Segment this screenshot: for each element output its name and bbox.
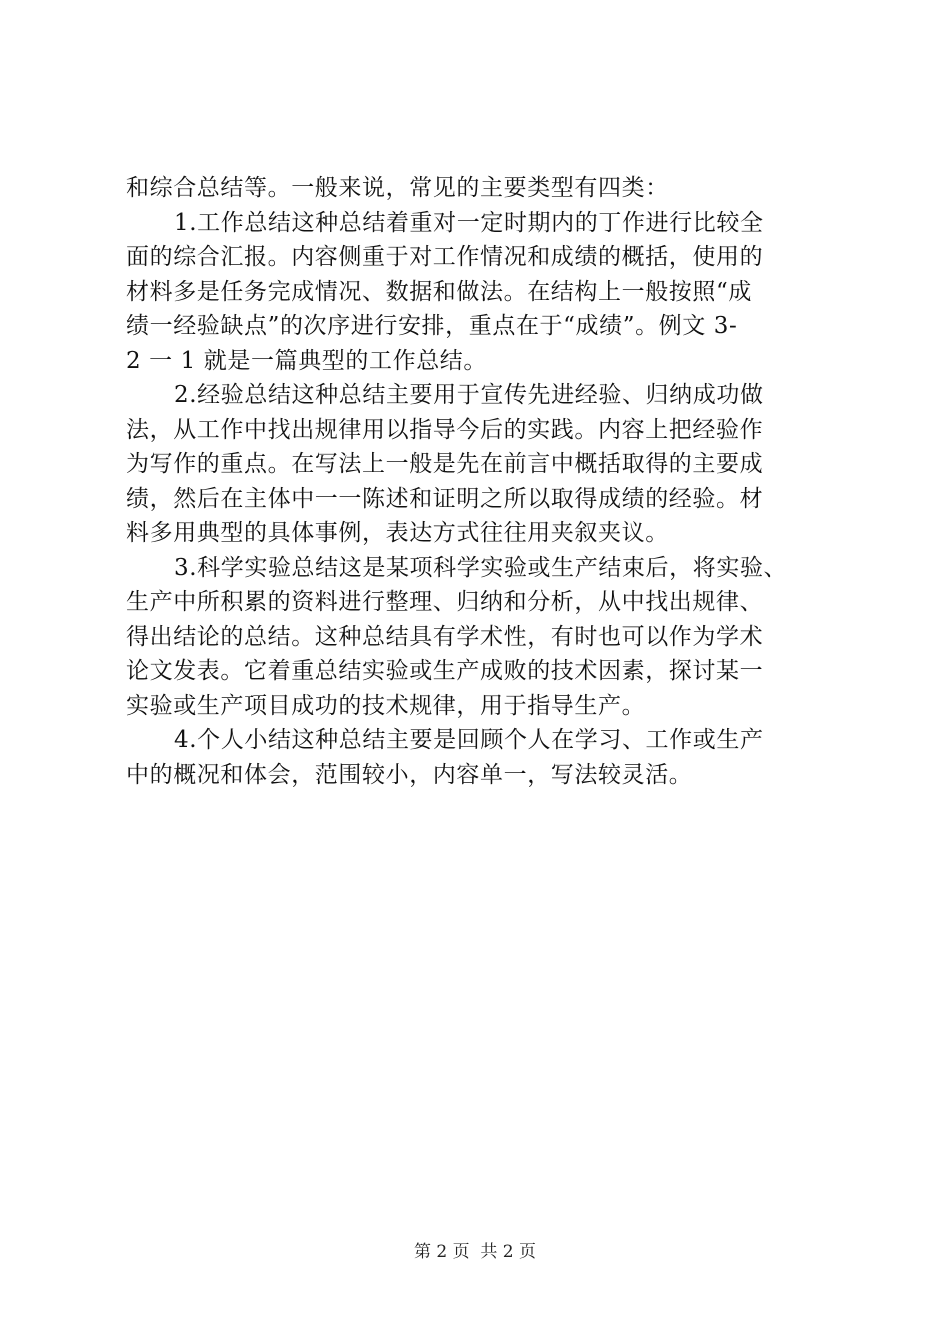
text-line: 为写作的重点。在写法上一般是先在前言中概括取得的主要成	[126, 451, 764, 477]
text-line: 法，从工作中找出规律用以指导今后的实践。内容上把经验作	[126, 416, 764, 443]
section-2-heading-line: 2.经验总结这种总结主要用于宣传先进经验、归纳成功做	[174, 382, 764, 408]
text-line: 得出结论的总结。这种总结具有学术性，有时也可以作为学术	[126, 623, 764, 650]
section-3-heading-line: 3.科学实验总结这是某项科学实验或生产结束后，将实验、	[174, 554, 788, 581]
text-line: 面的综合汇报。内容侧重于对工作情况和成绩的概括，使用的	[126, 244, 764, 270]
text-line: 料多用典型的具体事例，表达方式往往用夹叙夹议。	[126, 520, 669, 546]
text-line: 2 一 1 就是一篇典型的工作总结。	[126, 347, 487, 374]
text-line: 论文发表。它着重总结实验或生产成败的技术因素，探讨某一	[126, 658, 764, 684]
section-1-heading-line: 1.工作总结这种总结着重对一定时期内的丁作进行比较全	[174, 209, 764, 236]
text-line: 绩，然后在主体中一一陈述和证明之所以取得成绩的经验。材	[126, 485, 764, 512]
text-line: 和综合总结等。一般来说，常见的主要类型有四类：	[126, 175, 669, 201]
text-line: 生产中所积累的资料进行整理、归纳和分析，从中找出规律、	[126, 589, 764, 615]
section-4-heading-line: 4.个人小结这种总结主要是回顾个人在学习、工作或生产	[174, 727, 764, 753]
page-number-label: 第 2 页 共 2 页	[413, 1242, 537, 1262]
text-line: 实验或生产项目成功的技术规律，用于指导生产。	[126, 692, 646, 719]
document-body	[126, 171, 830, 792]
text-line: 中的概况和体会，范围较小，内容单一，写法较灵活。	[126, 761, 693, 788]
page-footer	[0, 1240, 950, 1264]
text-line: 绩一经验缺点”的次序进行安排，重点在于“成绩”。例文 3-	[126, 313, 738, 339]
text-line: 材料多是任务完成情况、数据和做法。在结构上一般按照“成	[126, 278, 752, 305]
